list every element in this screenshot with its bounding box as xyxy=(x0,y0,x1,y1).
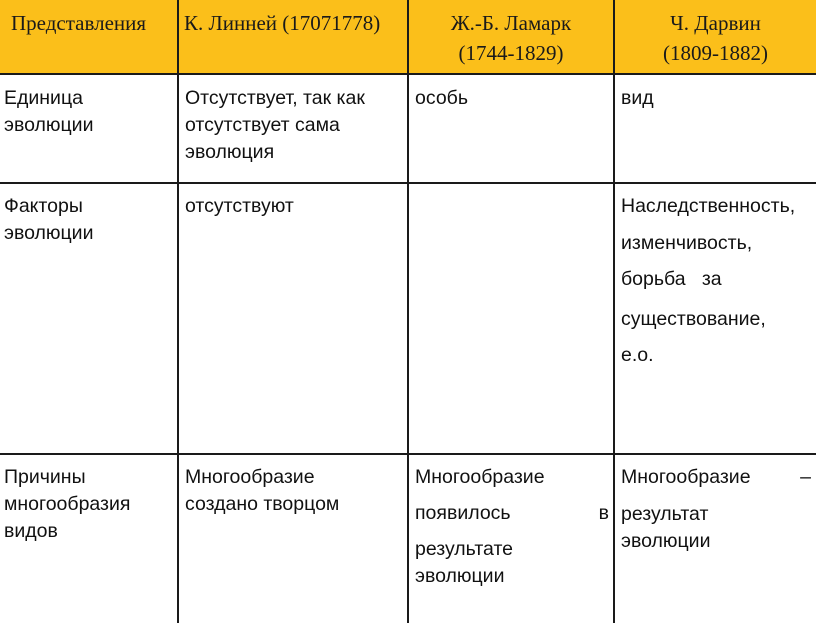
row2-darwin-line: Наследственность, xyxy=(621,195,796,217)
row2-linnaeus-cell xyxy=(185,193,405,220)
row3-label-line: видов xyxy=(4,520,58,542)
row1-darwin-cell xyxy=(621,85,811,112)
row3-lamarck-word: появилось xyxy=(415,502,511,524)
row3-label-line: Причины xyxy=(4,466,86,488)
row3-lamarck-cell xyxy=(415,464,609,604)
header-lamarck xyxy=(409,8,613,68)
header-linnaeus-text: К. Линней (17071778) xyxy=(184,11,381,35)
row2-label-line: Факторы xyxy=(4,195,83,217)
header-linnaeus xyxy=(184,8,408,38)
row1-lamarck-text: особь xyxy=(415,87,468,109)
row1-linnaeus-cell xyxy=(185,85,405,166)
row3-darwin-cell xyxy=(621,464,815,564)
row3-darwin-line: эволюции xyxy=(621,530,711,552)
row3-lamarck-line: Многообразие xyxy=(415,466,545,488)
header-darwin-name: Ч. Дарвин xyxy=(670,11,761,35)
row1-linnaeus-line: отсутствует сама xyxy=(185,114,340,136)
row3-label-line: многообразия xyxy=(4,493,131,515)
header-darwin xyxy=(615,8,816,68)
row3-label xyxy=(4,464,174,545)
column-divider xyxy=(407,0,409,623)
row1-label xyxy=(4,85,174,139)
row2-darwin-line: существование, xyxy=(621,308,766,330)
row3-lamarck-line: результате xyxy=(415,538,514,560)
header-darwin-years: (1809-1882) xyxy=(663,41,768,65)
row1-linnaeus-line: Отсутствует, так как xyxy=(185,87,365,109)
row2-darwin-line: изменчивость, xyxy=(621,232,753,254)
row2-darwin-word: за xyxy=(701,268,722,290)
row3-darwin-line: результат xyxy=(621,503,709,525)
row-divider xyxy=(0,182,816,184)
column-divider xyxy=(613,0,615,623)
row3-linnaeus-cell xyxy=(185,464,405,518)
row3-darwin-word: Многообразие xyxy=(621,466,751,488)
row3-darwin-line xyxy=(621,464,811,491)
row2-darwin-word: борьба xyxy=(621,268,686,290)
row3-lamarck-word: в xyxy=(598,502,609,524)
row2-darwin-line xyxy=(621,266,722,293)
row2-linnaeus-text: отсутствуют xyxy=(185,195,294,217)
row2-darwin-line: е.о. xyxy=(621,344,654,366)
row3-lamarck-line xyxy=(415,500,609,527)
row2-label-line: эволюции xyxy=(4,222,94,244)
column-divider xyxy=(177,0,179,623)
header-lamarck-name: Ж.-Б. Ламарк xyxy=(450,11,572,35)
row3-linnaeus-line: Многообразие xyxy=(185,466,315,488)
row3-darwin-word: – xyxy=(800,466,811,488)
row1-label-line: эволюции xyxy=(4,114,94,136)
row3-lamarck-line: эволюции xyxy=(415,565,505,587)
row2-label xyxy=(4,193,174,247)
row1-label-line: Единица xyxy=(4,87,83,109)
header-representations xyxy=(11,8,177,38)
row2-darwin-cell xyxy=(621,193,815,383)
row3-linnaeus-line: создано творцом xyxy=(185,493,340,515)
row-divider xyxy=(0,73,816,75)
header-representations-text: Представления xyxy=(11,11,147,35)
row1-linnaeus-line: эволюция xyxy=(185,141,275,163)
row1-darwin-text: вид xyxy=(621,87,654,109)
row-divider xyxy=(0,453,816,455)
row1-lamarck-cell xyxy=(415,85,609,112)
header-lamarck-years: (1744-1829) xyxy=(458,41,564,65)
